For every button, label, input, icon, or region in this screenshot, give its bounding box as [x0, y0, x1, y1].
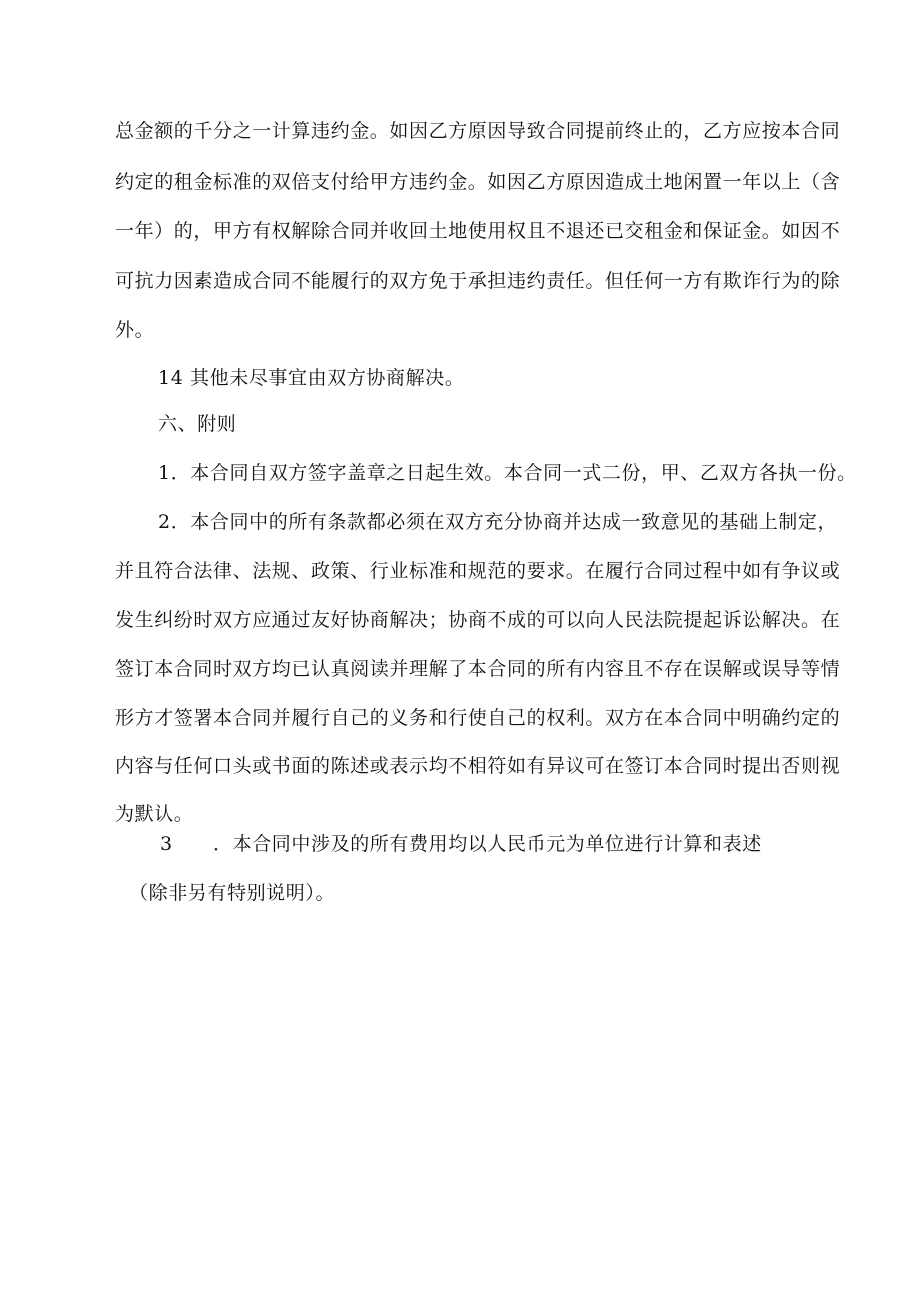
paragraph-line: 签订本合同时双方均已认真阅读并理解了本合同的所有内容且不存在误解或误导等情 [115, 658, 841, 680]
paragraph-line: 可抗力因素造成合同不能履行的双方免于承担违约责任。但任何一方有欺诈行为的除 [115, 270, 841, 292]
paragraph-line: 内容与任何口头或书面的陈述或表示均不相符如有异议可在签订本合同时提出否则视 [115, 755, 841, 777]
paragraph-line: （除非另有特别说明）。 [129, 882, 336, 904]
paragraph-line: 约定的租金标准的双倍支付给甲方违约金。如因乙方原因造成土地闲置一年以上（含 [115, 171, 841, 193]
paragraph-line: 外。 [115, 319, 155, 341]
paragraph-line: 形方才签署本合同并履行自己的义务和行使自己的权利。双方在本合同中明确约定的 [115, 707, 841, 729]
paragraph-line: 总金额的千分之一计算违约金。如因乙方原因导致合同提前终止的，乙方应按本合同 [115, 120, 841, 142]
paragraph-line: 并且符合法律、法规、政策、行业标准和规范的要求。在履行合同过程中如有争议或 [115, 560, 841, 582]
clause-1: 1．本合同自双方签字盖章之日起生效。本合同一式二份，甲、乙双方各执一份。 [158, 462, 857, 484]
paragraph-line: 一年）的，甲方有权解除合同并收回土地使用权且不退还已交租金和保证金。如因不 [115, 220, 841, 242]
clause-2: 2．本合同中的所有条款都必须在双方充分协商并达成一致意见的基础上制定， [158, 511, 838, 533]
clause-3-number: 3 [160, 833, 173, 855]
section-heading: 六、附则 [158, 413, 237, 435]
paragraph-line: 发生纠纷时双方应通过友好协商解决；协商不成的可以向人民法院提起诉讼解决。在 [115, 609, 841, 631]
paragraph-line: 为默认。 [115, 803, 194, 825]
clause-3-text: ．本合同中涉及的所有费用均以人民币元为单位进行计算和表述 [213, 833, 762, 855]
clause-14: 14 其他未尽事宜由双方协商解决。 [158, 367, 465, 389]
